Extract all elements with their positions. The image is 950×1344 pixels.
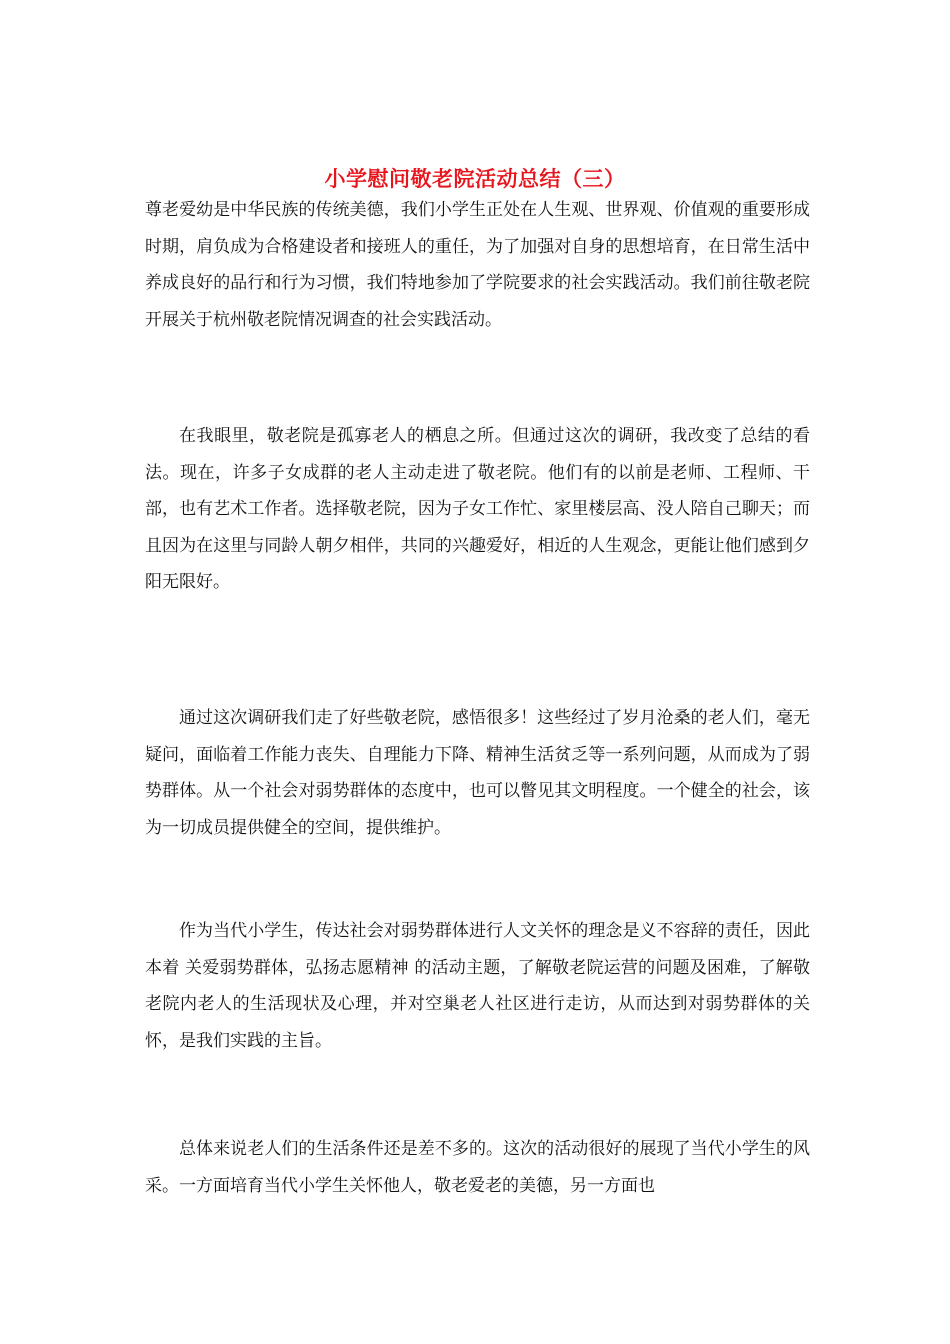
paragraph-intro: 尊老爱幼是中华民族的传统美德，我们小学生正处在人生观、世界观、价值观的重要形成时期，肩负成为合格建设者和接班人的重任，为了加强对自身的思想培育，在日常生活中养成良好的品行和行为习惯，我们特地参加了学院要求的社会实践活动。我们前往敬老院开展关于杭州敬老院情况调查的社会实践活动。 bbox=[145, 200, 810, 330]
paragraph-reflection: 通过这次调研我们走了好些敬老院，感悟很多！这些经过了岁月沧桑的老人们，毫无疑问，面临着工作能力丧失、自理能力下降、精神生活贫乏等一系列问题，从而成为了弱势群体。从一个社会对弱势群体的态度中，也可以瞥见其文明程度。一个健全的社会，该为一切成员提供健全的空间，提供维护。 bbox=[145, 708, 810, 838]
paragraph-impression: 在我眼里，敬老院是孤寡老人的栖息之所。但通过这次的调研，我改变了总结的看法。现在，许多子女成群的老人主动走进了敬老院。他们有的以前是老师、工程师、干部，也有艺术工作者。选择敬老院，因为子女工作忙、家里楼层高、没人陪自己聊天；而且因为在这里与同龄人朝夕相伴，共同的兴趣爱好，相近的人生观念，更能让他们感到夕阳无限好。 bbox=[145, 426, 810, 592]
paragraph-purpose: 作为当代小学生，传达社会对弱势群体进行人文关怀的理念是义不容辞的责任，因此本着 关爱弱势群体，弘扬志愿精神 的活动主题，了解敬老院运营的问题及困难，了解敬老院内老人的生活现状及心理，并对空巢老人社区进行走访，从而达到对弱势群体的关怀，是我们实践的主旨。 bbox=[145, 921, 810, 1051]
paragraph-summary: 总体来说老人们的生活条件还是差不多的。这次的活动很好的展现了当代小学生的风采。一方面培育当代小学生关怀他人，敬老爱老的美德，另一方面也 bbox=[145, 1139, 810, 1196]
document-title: 小学慰问敬老院活动总结（三） bbox=[324, 166, 626, 192]
